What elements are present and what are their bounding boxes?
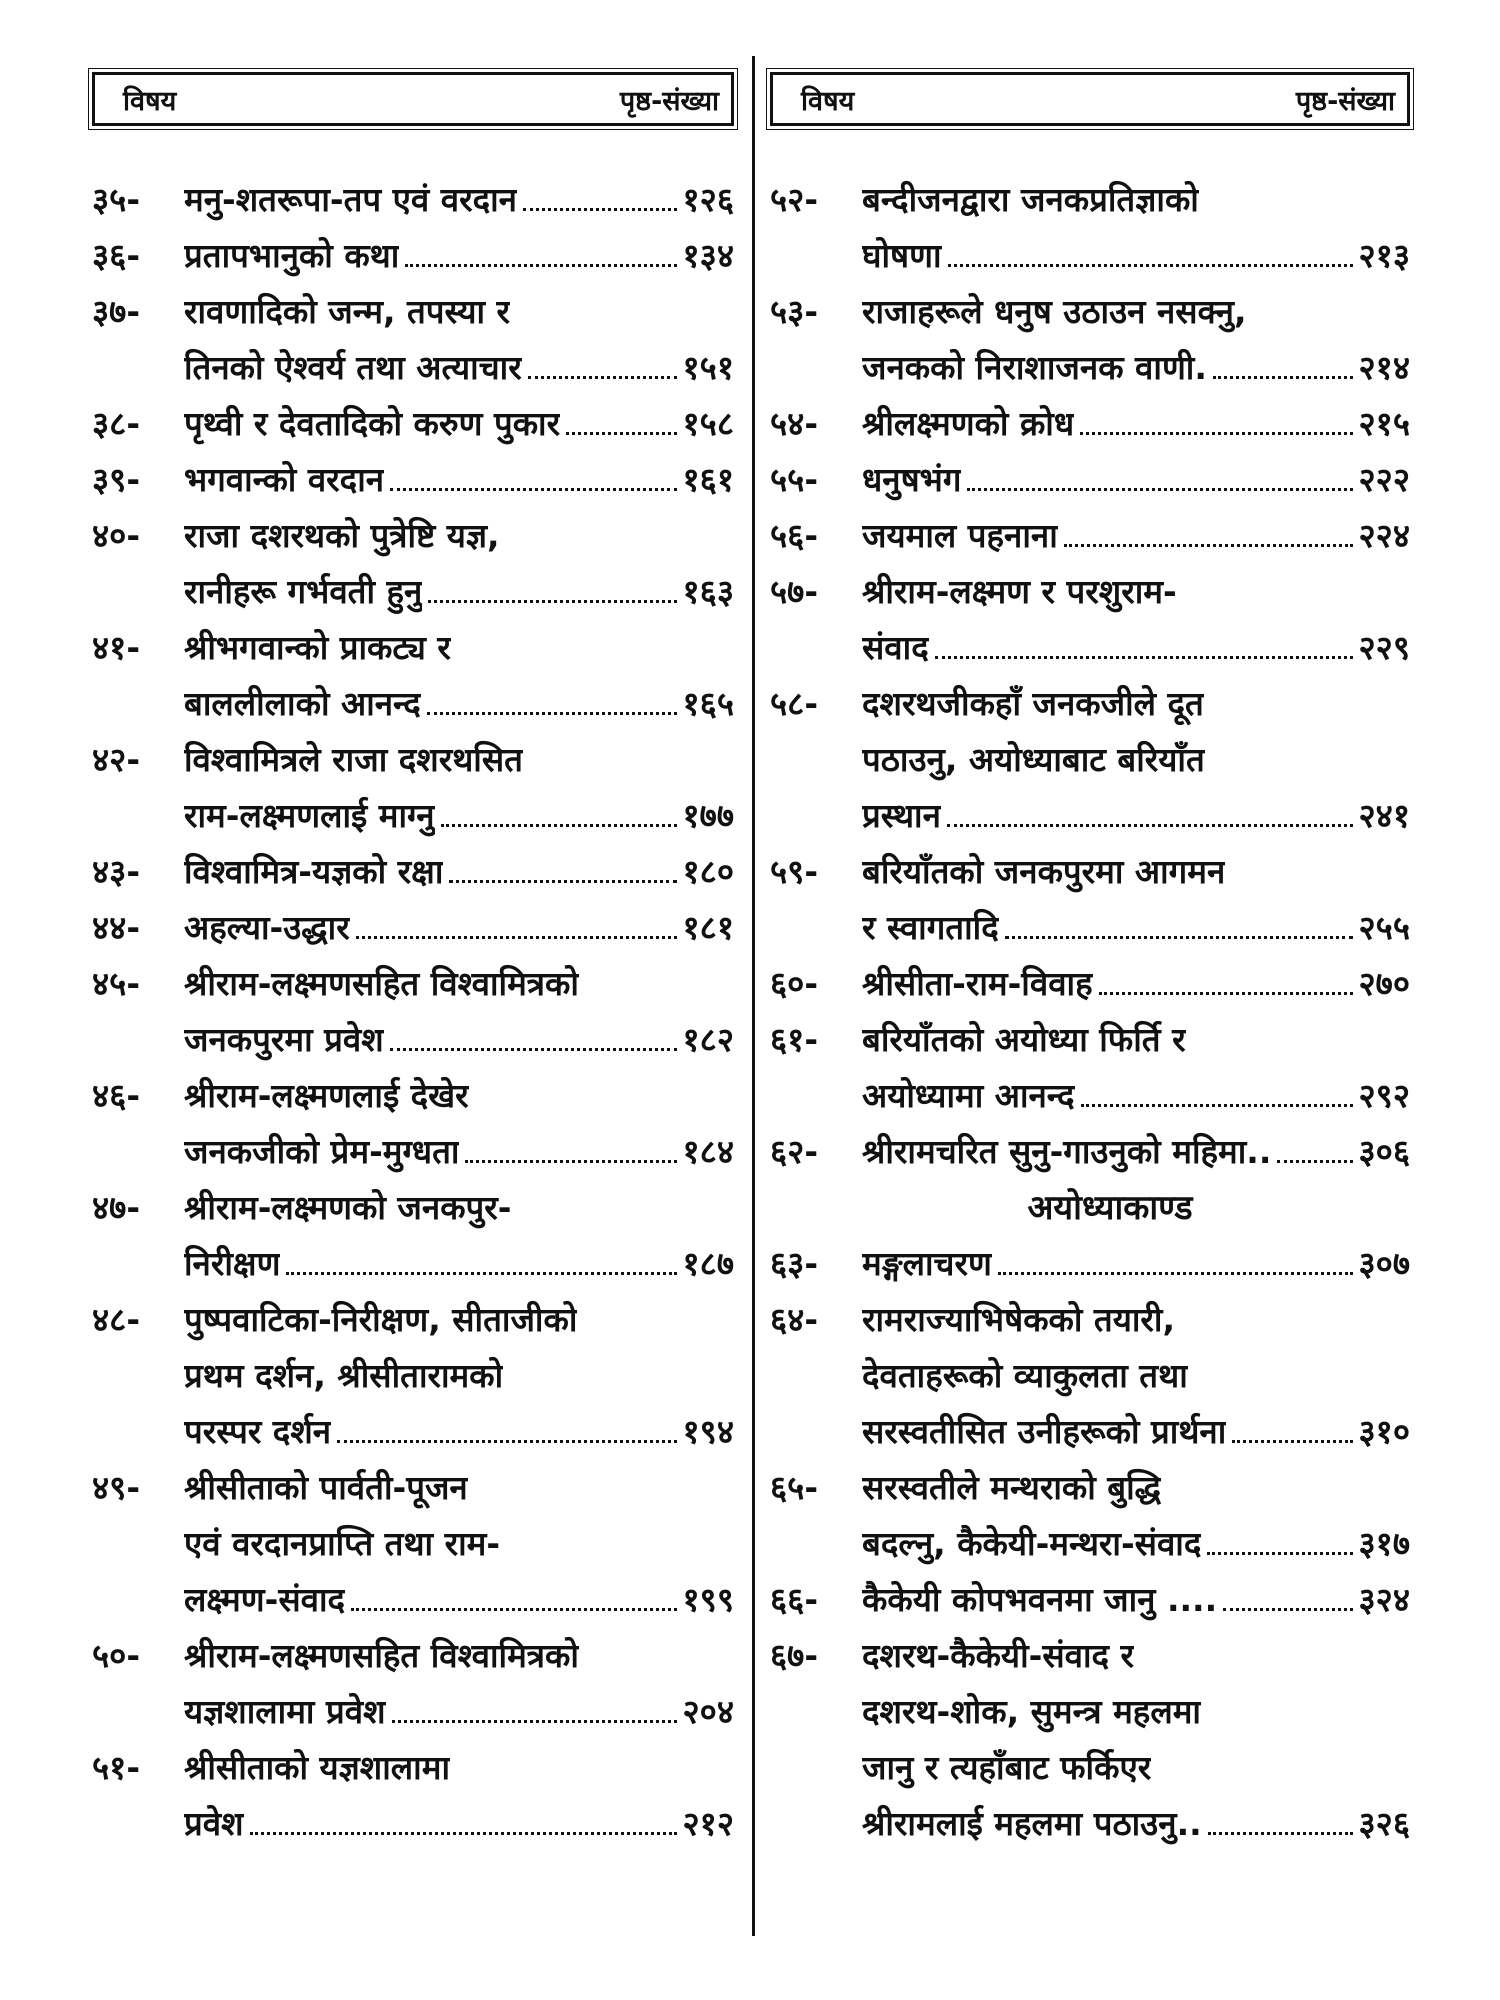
entry-title-line [862,228,1410,284]
entry-title-line [184,1628,734,1684]
entry-number: ३८- [92,404,141,443]
entry-title-line [184,1516,734,1572]
entry-title-text: राम-लक्ष्मणलाई माग्नु [184,796,435,835]
entry-title-text: यज्ञशालामा प्रवेश [184,1692,386,1731]
entry-title-line [862,452,1410,508]
entry-title-line [862,396,1410,452]
left-toc-list [92,172,734,1852]
entry-title-text: बदल्नु, कैकेयी-मन्थरा-संवाद [862,1524,1202,1563]
entry-number: ४१- [92,628,141,667]
entry-title [862,396,1410,452]
entry-title-line [184,452,734,508]
entry-title-text: विश्वामित्र-यज्ञको रक्षा [184,852,444,891]
entry-page-number: १२६ [682,180,734,219]
entry-page-number: २२४ [1358,516,1410,555]
entry-title-text: श्रीराम-लक्ष्मणसहित विश्वामित्रको [184,964,579,1003]
entry-number: ५३- [770,292,819,331]
entry-title-line [862,1404,1410,1460]
entry-title-line [862,1292,1410,1348]
entry-page-number: २१४ [1358,348,1410,387]
entry-page-number: २९२ [1358,1076,1410,1115]
entry-title-text: बरियाँतको अयोध्या फिर्ति र [862,1020,1186,1059]
subject-header-label: विषय [123,85,177,117]
entry-title-line [184,732,734,788]
entry-page-number: २०४ [682,1692,734,1731]
entry-title-line [862,1684,1410,1740]
entry-title-line [862,1348,1410,1404]
entry-title-text: अहल्या-उद्धार [184,908,350,947]
entry-number: ५४- [770,404,819,443]
entry-title-line [862,284,1410,340]
entry-title-line [184,564,734,620]
entry-title-text: लक्ष्मण-संवाद [184,1580,346,1619]
entry-number: ४०- [92,516,141,555]
entry-title-text: रावणादिको जन्म, तपस्या र [184,292,511,331]
entry-title-line [184,508,734,564]
toc-entry [92,1068,734,1180]
toc-entry [770,1124,1410,1180]
entry-title-text: पुष्पवाटिका-निरीक्षण, सीताजीको [184,1300,578,1339]
entry-number: ६१- [770,1020,819,1059]
entry-title-text: भगवान्को वरदान [184,460,385,499]
entry-number: ५०- [92,1636,141,1675]
toc-entry [770,1292,1410,1460]
entry-page-number: १७७ [682,796,734,835]
entry-title-line [184,1572,734,1628]
entry-title [184,1460,734,1628]
entry-title-text: अयोध्यामा आनन्द [862,1076,1075,1115]
entry-title [862,1572,1410,1628]
entry-title-line [862,620,1410,676]
entry-title [862,956,1410,1012]
entry-title-text: श्रीराम-लक्ष्मणको जनकपुर- [184,1188,512,1227]
entry-page-number: ३०६ [1358,1132,1410,1171]
entry-number: ३९- [92,460,141,499]
entry-number: ६२- [770,1132,819,1171]
entry-title-text: परस्पर दर्शन [184,1412,332,1451]
entry-title-line [862,900,1410,956]
entry-number: ५८- [770,684,819,723]
entry-title-text: रामराज्याभिषेकको तयारी, [862,1300,1176,1339]
entry-title-line [862,788,1410,844]
entry-page-number: १८२ [682,1020,734,1059]
entry-page-number: १६५ [682,684,734,723]
entry-page-number: १९४ [682,1412,734,1451]
entry-page-number: २५५ [1358,908,1410,947]
entry-title [184,620,734,732]
toc-entry [92,172,734,228]
toc-entry [92,956,734,1068]
entry-title-line [862,172,1410,228]
entry-title-text: श्रीरामचरित सुनु-गाउनुको महिमा.. [862,1132,1272,1171]
entry-title-text: र स्वागतादि [862,908,999,947]
page-number-header-label: पृष्ठ-संख्या [1295,85,1395,117]
entry-page-number: २१५ [1358,404,1410,443]
toc-entry [92,732,734,844]
entry-page-number: २१३ [1358,236,1410,275]
entry-number: ३७- [92,292,141,331]
toc-entry [770,1460,1410,1572]
entry-title-text: मनु-शतरूपा-तप एवं वरदान [184,180,517,219]
entry-title-line [862,508,1410,564]
entry-number: ५१- [92,1748,141,1787]
toc-entry [770,452,1410,508]
entry-title-text: राजाहरूले धनुष उठाउन नसक्नु, [862,292,1247,331]
entry-title-text: बरियाँतको जनकपुरमा आगमन [862,852,1226,891]
entry-title-line [184,1796,734,1852]
entry-title-line [184,1012,734,1068]
entry-title [184,732,734,844]
entry-page-number: १५१ [682,348,734,387]
entry-title [862,564,1410,676]
entry-page-number: २१२ [682,1804,734,1843]
entry-title-line [862,1572,1410,1628]
entry-title-line [184,620,734,676]
toc-entry [92,620,734,732]
entry-number: ६६- [770,1580,819,1619]
entry-title [862,1236,1410,1292]
entry-title-text: श्रीराम-लक्ष्मणलाई देखेर [184,1076,469,1115]
entry-number: ५९- [770,852,819,891]
entry-title-line [184,1348,734,1404]
entry-number: ६३- [770,1244,819,1283]
entry-title-text: राजा दशरथको पुत्रेष्टि यज्ञ, [184,516,500,555]
toc-entry [92,900,734,956]
toc-entry [92,1740,734,1852]
entry-title-text: जानु र त्यहाँबाट फर्किएर [862,1748,1152,1787]
entry-number: ४७- [92,1188,141,1227]
entry-title-line [184,1740,734,1796]
toc-entry [770,172,1410,284]
entry-title [862,1628,1410,1852]
entry-page-number: १८४ [682,1132,734,1171]
entry-title-text: धनुषभंग [862,460,962,499]
right-column [770,72,1410,1852]
entry-title-line [184,1124,734,1180]
entry-title-text: प्रतापभानुको कथा [184,236,400,275]
entry-title [184,1740,734,1852]
entry-title-line [862,1068,1410,1124]
entry-number: ४६- [92,1076,141,1115]
toc-entry [770,844,1410,956]
entry-number: ६०- [770,964,819,1003]
entry-title-line [184,1236,734,1292]
entry-page-number: २४१ [1358,796,1410,835]
entry-title [862,284,1410,396]
entry-title [862,676,1410,844]
entry-number: ४३- [92,852,141,891]
entry-title-text: श्रीभगवान्को प्राकट्य र [184,628,451,667]
entry-page-number: ३०७ [1358,1244,1410,1283]
entry-title-text: बन्दीजनद्वारा जनकप्रतिज्ञाको [862,180,1199,219]
entry-title-text: प्रथम दर्शन, श्रीसीतारामको [184,1356,504,1395]
entry-page-number: ३१७ [1358,1524,1410,1563]
toc-entry [770,1572,1410,1628]
entry-number: ५७- [770,572,819,611]
entry-page-number: १८७ [682,1244,734,1283]
entry-number: ३५- [92,180,141,219]
entry-title [184,284,734,396]
entry-title-line [862,1628,1410,1684]
entry-title-text: बाललीलाको आनन्द [184,684,421,723]
entry-title-line [184,844,734,900]
entry-title-line [862,956,1410,1012]
entry-title-text: दशरथजीकहाँ जनकजीले दूत [862,684,1204,723]
section-heading: अयोध्याकाण्ड [1027,1188,1193,1228]
toc-entry [92,396,734,452]
entry-number: ४९- [92,1468,141,1507]
toc-entry [92,844,734,900]
entry-title-text: संवाद [862,628,929,667]
entry-title-line [184,1460,734,1516]
right-header-box [770,72,1410,126]
left-column [92,72,734,1852]
subject-header-label: विषय [801,85,855,117]
entry-number: ६७- [770,1636,819,1675]
entry-title-line [862,1460,1410,1516]
entry-title-line [862,1012,1410,1068]
entry-page-number: ३२६ [1358,1804,1410,1843]
entry-title [862,452,1410,508]
entry-title-line [862,564,1410,620]
entry-title-text: पठाउनु, अयोध्याबाट बरियाँत [862,740,1205,779]
entry-title-text: श्रीसीताको पार्वती-पूजन [184,1468,468,1507]
toc-entry [770,1012,1410,1124]
entry-page-number: १८० [682,852,734,891]
entry-title-text: श्रीराम-लक्ष्मणसहित विश्वामित्रको [184,1636,579,1675]
entry-title-text: प्रवेश [184,1804,244,1843]
column-divider [752,56,755,1936]
toc-entry [92,1628,734,1740]
entry-title [862,844,1410,956]
entry-title-line [184,228,734,284]
entry-page-number: २७० [1358,964,1410,1003]
entry-title-line [184,1684,734,1740]
entry-title [184,452,734,508]
entry-title-text: जनकजीको प्रेम-मुग्धता [184,1132,460,1171]
entry-title-line [862,1236,1410,1292]
entry-title-line [184,1180,734,1236]
entry-title-text: जनकपुरमा प्रवेश [184,1020,384,1059]
entry-title [862,172,1410,284]
toc-entry [92,1292,734,1460]
entry-title-text: विश्वामित्रले राजा दशरथसित [184,740,523,779]
entry-title-line [184,900,734,956]
entry-title [862,1124,1410,1180]
entry-number: ४४- [92,908,141,947]
entry-title [184,228,734,284]
entry-page-number: १९९ [682,1580,734,1619]
entry-title-line [862,844,1410,900]
entry-title-text: कैकेयी कोपभवनमा जानु .... [862,1580,1218,1619]
entry-title-line [184,1068,734,1124]
toc-entry [770,284,1410,396]
toc-entry [92,452,734,508]
entry-title-line [862,676,1410,732]
entry-title-line [184,340,734,396]
entry-title-text: घोषणा [862,236,942,275]
entry-title-line [184,788,734,844]
entry-title [184,396,734,452]
entry-title-line [862,1796,1410,1852]
entry-title-line [184,956,734,1012]
entry-number: ४२- [92,740,141,779]
entry-title [184,900,734,956]
entry-title [184,1180,734,1292]
entry-title-line [862,1740,1410,1796]
entry-title-line [184,284,734,340]
entry-title [184,1628,734,1740]
entry-title-line [862,732,1410,788]
right-toc-list [770,172,1410,1852]
toc-entry [770,956,1410,1012]
entry-title-text: पृथ्वी र देवतादिको करुण पुकार [184,404,561,443]
toc-entry [770,564,1410,676]
entry-title-line [184,396,734,452]
entry-title-line [862,1124,1410,1180]
entry-title-line [184,172,734,228]
entry-title-text: तिनको ऐश्वर्य तथा अत्याचार [184,348,522,387]
entry-page-number: २२९ [1358,628,1410,667]
entry-number: ५६- [770,516,819,555]
entry-title-text: श्रीलक्ष्मणको क्रोध [862,404,1075,443]
entry-title-text: श्रीसीताको यज्ञशालामा [184,1748,450,1787]
entry-page-number: १५८ [682,404,734,443]
entry-title-text: रानीहरू गर्भवती हुनु [184,572,423,611]
entry-title-text: एवं वरदानप्राप्ति तथा राम- [184,1524,501,1563]
entry-title-text: जनकको निराशाजनक वाणी. [862,348,1207,387]
entry-title-text: जयमाल पहनाना [862,516,1058,555]
toc-entry [770,676,1410,844]
entry-title [862,1460,1410,1572]
entry-title [862,508,1410,564]
entry-title-line [862,340,1410,396]
entry-page-number: १६१ [682,460,734,499]
entry-title [184,1292,734,1460]
entry-title-text: श्रीरामलाई महलमा पठाउनु.. [862,1804,1202,1843]
entry-title [184,508,734,620]
entry-title [184,1068,734,1180]
toc-entry [770,1236,1410,1292]
toc-entry [770,1628,1410,1852]
entry-title [184,844,734,900]
entry-title [184,956,734,1068]
entry-title-text: दशरथ-कैकेयी-संवाद र [862,1636,1135,1675]
toc-entry [92,228,734,284]
entry-title [862,1292,1410,1460]
entry-title-text: देवताहरूको व्याकुलता तथा [862,1356,1188,1395]
entry-title-text: मङ्गलाचरण [862,1244,992,1283]
toc-entry [770,396,1410,452]
left-header-box [92,72,734,126]
entry-number: ६४- [770,1300,819,1339]
toc-entry [92,508,734,620]
entry-title-text: प्रस्थान [862,796,941,835]
entry-title-text: सरस्वतीसित उनीहरूको प्रार्थना [862,1412,1227,1451]
page-number-header-label: पृष्ठ-संख्या [619,85,719,117]
toc-entry [92,284,734,396]
entry-title-text: श्रीसीता-राम-विवाह [862,964,1093,1003]
entry-page-number: १३४ [682,236,734,275]
toc-entry [92,1460,734,1628]
toc-entry [770,508,1410,564]
entry-page-number: २२२ [1358,460,1410,499]
toc-entry [92,1180,734,1292]
entry-page-number: १६३ [682,572,734,611]
entry-title-line [184,1292,734,1348]
entry-number: ४८- [92,1300,141,1339]
entry-title-text: निरीक्षण [184,1244,281,1283]
entry-title-text: दशरथ-शोक, सुमन्त्र महलमा [862,1692,1201,1731]
entry-page-number: १८१ [682,908,734,947]
entry-number: ३६- [92,236,141,275]
entry-title-line [184,1404,734,1460]
entry-number: ५२- [770,180,819,219]
entry-title [184,172,734,228]
entry-title-text: सरस्वतीले मन्थराको बुद्धि [862,1468,1162,1507]
entry-page-number: ३२४ [1358,1580,1410,1619]
entry-number: ५५- [770,460,819,499]
entry-number: ४५- [92,964,141,1003]
entry-title-line [184,676,734,732]
entry-title [862,1012,1410,1124]
entry-title-text: श्रीराम-लक्ष्मण र परशुराम- [862,572,1177,611]
entry-page-number: ३१० [1358,1412,1410,1451]
entry-title-line [862,1516,1410,1572]
entry-number: ६५- [770,1468,819,1507]
